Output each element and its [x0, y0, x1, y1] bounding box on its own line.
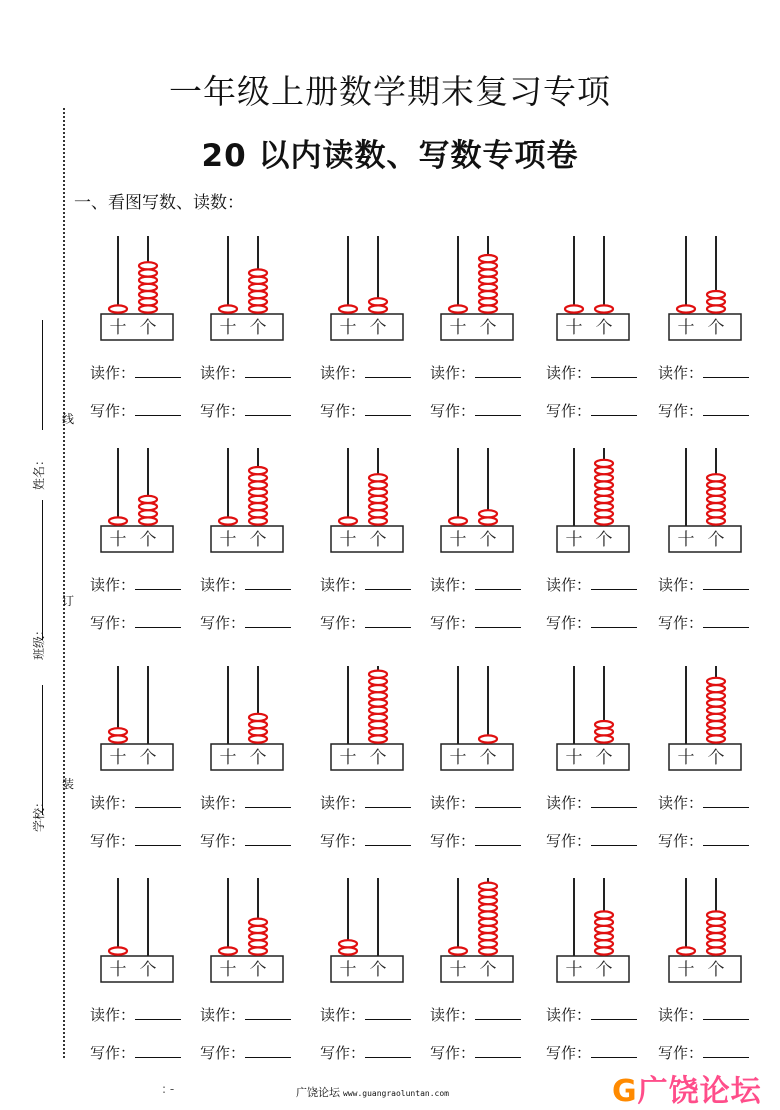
write-answer-blank[interactable]: [703, 1043, 749, 1058]
tens-label: 十: [449, 530, 467, 550]
write-answer: [546, 400, 637, 421]
tens-label: 十: [565, 318, 583, 338]
read-answer-blank[interactable]: [245, 1005, 291, 1020]
write-answer-blank[interactable]: [703, 831, 749, 846]
ones-bead: [707, 291, 725, 298]
read-answer: [430, 1004, 521, 1025]
write-answer-label: 写作：: [90, 832, 136, 850]
read-answer-label: 读作：: [546, 364, 592, 382]
read-answer: [320, 1004, 411, 1025]
read-answer: [546, 574, 637, 595]
ones-bead: [249, 919, 267, 926]
tens-label: 十: [565, 530, 583, 550]
read-answer-blank[interactable]: [703, 575, 749, 590]
ones-label: 个: [139, 960, 157, 980]
ones-bead: [369, 671, 387, 678]
abacus-24: [668, 872, 778, 992]
read-answer: [320, 362, 411, 383]
page-title: 一年级上册数学期末复习专项: [169, 72, 611, 111]
ones-label: 个: [707, 318, 725, 338]
read-answer: [200, 1004, 291, 1025]
tens-bead: [339, 940, 357, 947]
read-answer-blank[interactable]: [365, 793, 411, 808]
ones-label: 个: [479, 748, 497, 768]
abacus-8: [210, 442, 320, 562]
read-answer: [200, 792, 291, 813]
abacus-10: [440, 442, 550, 562]
tens-label: 十: [677, 318, 695, 338]
read-answer-label: 读作：: [430, 364, 476, 382]
zhuang-mark: 装: [62, 777, 75, 791]
write-answer-blank[interactable]: [135, 831, 181, 846]
write-answer: [200, 830, 291, 851]
abacus-7: [100, 442, 210, 562]
tens-label: 十: [677, 530, 695, 550]
read-answer: [658, 574, 749, 595]
write-answer-blank[interactable]: [245, 1043, 291, 1058]
abacus-3: [330, 230, 440, 350]
ones-bead: [369, 474, 387, 481]
write-answer-label: 写作：: [658, 402, 704, 420]
read-answer-label: 读作：: [430, 576, 476, 594]
read-answer: [430, 792, 521, 813]
tens-bead: [565, 305, 583, 312]
ones-bead: [595, 460, 613, 467]
ones-label: 个: [249, 748, 267, 768]
footer-text: 广饶论坛: [296, 1086, 340, 1099]
ones-bead: [139, 496, 157, 503]
write-answer-label: 写作：: [90, 1044, 136, 1062]
write-answer: [430, 400, 521, 421]
read-answer-blank[interactable]: [591, 793, 637, 808]
write-answer-blank[interactable]: [475, 1043, 521, 1058]
ones-bead: [249, 714, 267, 721]
read-answer: [430, 574, 521, 595]
read-answer: [90, 362, 181, 383]
read-answer-label: 读作：: [658, 794, 704, 812]
write-answer-label: 写作：: [546, 1044, 592, 1062]
footer-url: www.guangraoluntan.com: [343, 1089, 449, 1098]
tens-bead: [219, 947, 237, 954]
ones-label: 个: [369, 318, 387, 338]
tens-bead: [677, 305, 695, 312]
read-answer-blank[interactable]: [135, 793, 181, 808]
read-answer: [658, 1004, 749, 1025]
write-answer: [430, 612, 521, 633]
read-answer-blank[interactable]: [475, 575, 521, 590]
ones-label: 个: [369, 960, 387, 980]
read-answer: [200, 574, 291, 595]
read-answer-label: 读作：: [546, 576, 592, 594]
write-answer: [430, 830, 521, 851]
write-answer: [320, 1042, 411, 1063]
ones-label: 个: [707, 530, 725, 550]
tens-bead: [339, 517, 357, 524]
write-answer-blank[interactable]: [591, 1043, 637, 1058]
read-answer-label: 读作：: [200, 1006, 246, 1024]
ones-label: 个: [595, 748, 613, 768]
tens-bead: [109, 517, 127, 524]
write-answer: [658, 1042, 749, 1063]
read-answer-label: 读作：: [658, 364, 704, 382]
read-answer-label: 读作：: [320, 794, 366, 812]
read-answer-label: 读作：: [320, 1006, 366, 1024]
read-answer-label: 读作：: [320, 576, 366, 594]
ones-bead: [139, 262, 157, 269]
read-answer-label: 读作：: [90, 576, 136, 594]
write-answer-label: 写作：: [320, 614, 366, 632]
read-answer: [90, 574, 181, 595]
write-answer-blank[interactable]: [703, 613, 749, 628]
tens-bead: [449, 305, 467, 312]
section-heading: 一、看图写数、读数：: [74, 193, 244, 213]
write-answer: [90, 1042, 181, 1063]
ones-label: 个: [595, 530, 613, 550]
ding-mark: 订: [62, 594, 75, 608]
tens-label: 十: [677, 748, 695, 768]
write-answer: [200, 612, 291, 633]
read-answer: [320, 574, 411, 595]
read-answer-label: 读作：: [200, 794, 246, 812]
abacus-14: [210, 660, 320, 780]
ones-label: 个: [479, 530, 497, 550]
tens-label: 十: [339, 748, 357, 768]
read-answer-blank[interactable]: [365, 1005, 411, 1020]
name-underline: [42, 320, 43, 430]
read-answer-blank[interactable]: [703, 1005, 749, 1020]
ones-bead: [595, 911, 613, 918]
ones-label: 个: [595, 318, 613, 338]
tens-label: 十: [219, 960, 237, 980]
write-answer-blank[interactable]: [365, 613, 411, 628]
read-answer-label: 读作：: [90, 794, 136, 812]
tens-label: 十: [109, 318, 127, 338]
read-answer: [546, 1004, 637, 1025]
write-answer: [200, 400, 291, 421]
read-answer-label: 读作：: [546, 1006, 592, 1024]
write-answer: [320, 400, 411, 421]
read-answer: [546, 362, 637, 383]
write-answer-label: 写作：: [658, 614, 704, 632]
ones-bead: [707, 678, 725, 685]
abacus-21: [330, 872, 440, 992]
write-answer-label: 写作：: [320, 1044, 366, 1062]
read-answer-blank[interactable]: [591, 575, 637, 590]
read-answer-label: 读作：: [658, 576, 704, 594]
read-answer-blank[interactable]: [591, 363, 637, 378]
abacus-17: [556, 660, 666, 780]
write-answer-blank[interactable]: [591, 401, 637, 416]
ones-label: 个: [139, 318, 157, 338]
read-answer: [430, 362, 521, 383]
abacus-20: [210, 872, 320, 992]
read-answer-blank[interactable]: [365, 575, 411, 590]
class-label: 班级：: [32, 623, 46, 660]
tens-bead: [109, 728, 127, 735]
ones-label: 个: [479, 318, 497, 338]
ones-bead: [707, 474, 725, 481]
read-answer-label: 读作：: [546, 794, 592, 812]
write-answer: [546, 1042, 637, 1063]
read-answer-blank[interactable]: [135, 1005, 181, 1020]
write-answer-label: 写作：: [658, 1044, 704, 1062]
write-answer: [320, 612, 411, 633]
ones-bead: [595, 721, 613, 728]
tens-bead: [339, 305, 357, 312]
read-answer: [658, 792, 749, 813]
abacus-23: [556, 872, 666, 992]
write-answer-label: 写作：: [200, 614, 246, 632]
abacus-22: [440, 872, 550, 992]
footer-mark: : -: [162, 1082, 175, 1096]
ones-bead: [479, 255, 497, 262]
write-answer: [658, 830, 749, 851]
ones-label: 个: [369, 748, 387, 768]
abacus-19: [100, 872, 210, 992]
abacus-2: [210, 230, 320, 350]
read-answer-blank[interactable]: [365, 363, 411, 378]
tens-label: 十: [339, 530, 357, 550]
tens-label: 十: [677, 960, 695, 980]
ones-label: 个: [139, 748, 157, 768]
write-answer: [320, 830, 411, 851]
ones-label: 个: [707, 748, 725, 768]
page-subtitle: 20 以内读数、写数专项卷: [201, 138, 579, 174]
write-answer-label: 写作：: [430, 832, 476, 850]
write-answer: [430, 1042, 521, 1063]
read-answer-blank[interactable]: [135, 575, 181, 590]
write-answer: [546, 612, 637, 633]
write-answer-label: 写作：: [430, 614, 476, 632]
read-answer-blank[interactable]: [703, 363, 749, 378]
write-answer: [90, 400, 181, 421]
abacus-13: [100, 660, 210, 780]
read-answer-blank[interactable]: [475, 363, 521, 378]
ones-bead: [479, 883, 497, 890]
xian-mark: 线: [62, 412, 75, 426]
read-answer-label: 读作：: [90, 1006, 136, 1024]
write-answer: [546, 830, 637, 851]
write-answer-label: 写作：: [200, 832, 246, 850]
tens-label: 十: [449, 318, 467, 338]
school-label: 学校：: [32, 795, 46, 832]
write-answer-blank[interactable]: [703, 401, 749, 416]
write-answer-blank[interactable]: [475, 613, 521, 628]
ones-bead: [595, 305, 613, 312]
write-answer-blank[interactable]: [245, 613, 291, 628]
abacus-4: [440, 230, 550, 350]
read-answer: [546, 792, 637, 813]
write-answer-label: 写作：: [546, 832, 592, 850]
write-answer-label: 写作：: [90, 614, 136, 632]
abacus-18: [668, 660, 778, 780]
abacus-1: [100, 230, 210, 350]
write-answer: [90, 830, 181, 851]
read-answer-label: 读作：: [658, 1006, 704, 1024]
write-answer-label: 写作：: [200, 1044, 246, 1062]
tens-label: 十: [219, 748, 237, 768]
ones-bead: [249, 467, 267, 474]
tens-bead: [109, 947, 127, 954]
write-answer-label: 写作：: [430, 402, 476, 420]
tens-label: 十: [109, 960, 127, 980]
write-answer-label: 写作：: [320, 402, 366, 420]
write-answer-label: 写作：: [546, 402, 592, 420]
ones-label: 个: [249, 960, 267, 980]
tens-bead: [449, 947, 467, 954]
write-answer-blank[interactable]: [245, 401, 291, 416]
read-answer: [90, 792, 181, 813]
tens-bead: [109, 305, 127, 312]
footer: [296, 1084, 449, 1100]
ones-bead: [479, 510, 497, 517]
write-answer: [658, 400, 749, 421]
class-underline: [42, 500, 43, 640]
tens-label: 十: [109, 530, 127, 550]
ones-label: 个: [139, 530, 157, 550]
ones-bead: [369, 298, 387, 305]
read-answer-blank[interactable]: [475, 793, 521, 808]
write-answer: [658, 612, 749, 633]
ones-label: 个: [595, 960, 613, 980]
abacus-11: [556, 442, 666, 562]
write-answer-blank[interactable]: [365, 1043, 411, 1058]
read-answer-blank[interactable]: [245, 363, 291, 378]
read-answer-blank[interactable]: [475, 1005, 521, 1020]
tens-label: 十: [219, 530, 237, 550]
read-answer: [658, 362, 749, 383]
read-answer-blank[interactable]: [245, 575, 291, 590]
abacus-15: [330, 660, 440, 780]
read-answer-blank[interactable]: [245, 793, 291, 808]
read-answer: [90, 1004, 181, 1025]
ones-bead: [479, 735, 497, 742]
ones-label: 个: [707, 960, 725, 980]
abacus-16: [440, 660, 550, 780]
write-answer-blank[interactable]: [591, 613, 637, 628]
ones-label: 个: [249, 530, 267, 550]
binding-dotted-line: [63, 108, 65, 1058]
tens-label: 十: [449, 960, 467, 980]
write-answer: [200, 1042, 291, 1063]
tens-bead: [219, 305, 237, 312]
write-answer-label: 写作：: [546, 614, 592, 632]
write-answer-label: 写作：: [90, 402, 136, 420]
read-answer: [200, 362, 291, 383]
write-answer-blank[interactable]: [135, 401, 181, 416]
read-answer-blank[interactable]: [703, 793, 749, 808]
name-label: 姓名：: [32, 453, 46, 490]
site-logo: G广饶论坛: [612, 1074, 762, 1109]
tens-bead: [449, 517, 467, 524]
tens-label: 十: [449, 748, 467, 768]
abacus-5: [556, 230, 666, 350]
read-answer-label: 读作：: [430, 794, 476, 812]
read-answer-label: 读作：: [320, 364, 366, 382]
abacus-6: [668, 230, 778, 350]
read-answer-blank[interactable]: [591, 1005, 637, 1020]
write-answer-blank[interactable]: [475, 831, 521, 846]
write-answer-label: 写作：: [320, 832, 366, 850]
read-answer-label: 读作：: [430, 1006, 476, 1024]
write-answer-label: 写作：: [430, 1044, 476, 1062]
tens-bead: [677, 947, 695, 954]
write-answer-blank[interactable]: [365, 831, 411, 846]
ones-label: 个: [369, 530, 387, 550]
tens-label: 十: [565, 960, 583, 980]
read-answer: [320, 792, 411, 813]
abacus-12: [668, 442, 778, 562]
ones-label: 个: [479, 960, 497, 980]
tens-label: 十: [219, 318, 237, 338]
write-answer-blank[interactable]: [591, 831, 637, 846]
ones-bead: [249, 269, 267, 276]
tens-bead: [219, 517, 237, 524]
write-answer-blank[interactable]: [245, 831, 291, 846]
write-answer-blank[interactable]: [135, 1043, 181, 1058]
tens-label: 十: [565, 748, 583, 768]
write-answer-blank[interactable]: [135, 613, 181, 628]
write-answer-label: 写作：: [658, 832, 704, 850]
tens-label: 十: [339, 318, 357, 338]
tens-label: 十: [109, 748, 127, 768]
read-answer-label: 读作：: [200, 576, 246, 594]
read-answer-label: 读作：: [90, 364, 136, 382]
read-answer-blank[interactable]: [135, 363, 181, 378]
ones-bead: [707, 911, 725, 918]
write-answer: [90, 612, 181, 633]
write-answer-blank[interactable]: [365, 401, 411, 416]
write-answer-label: 写作：: [200, 402, 246, 420]
ones-label: 个: [249, 318, 267, 338]
write-answer-blank[interactable]: [475, 401, 521, 416]
abacus-9: [330, 442, 440, 562]
read-answer-label: 读作：: [200, 364, 246, 382]
tens-label: 十: [339, 960, 357, 980]
